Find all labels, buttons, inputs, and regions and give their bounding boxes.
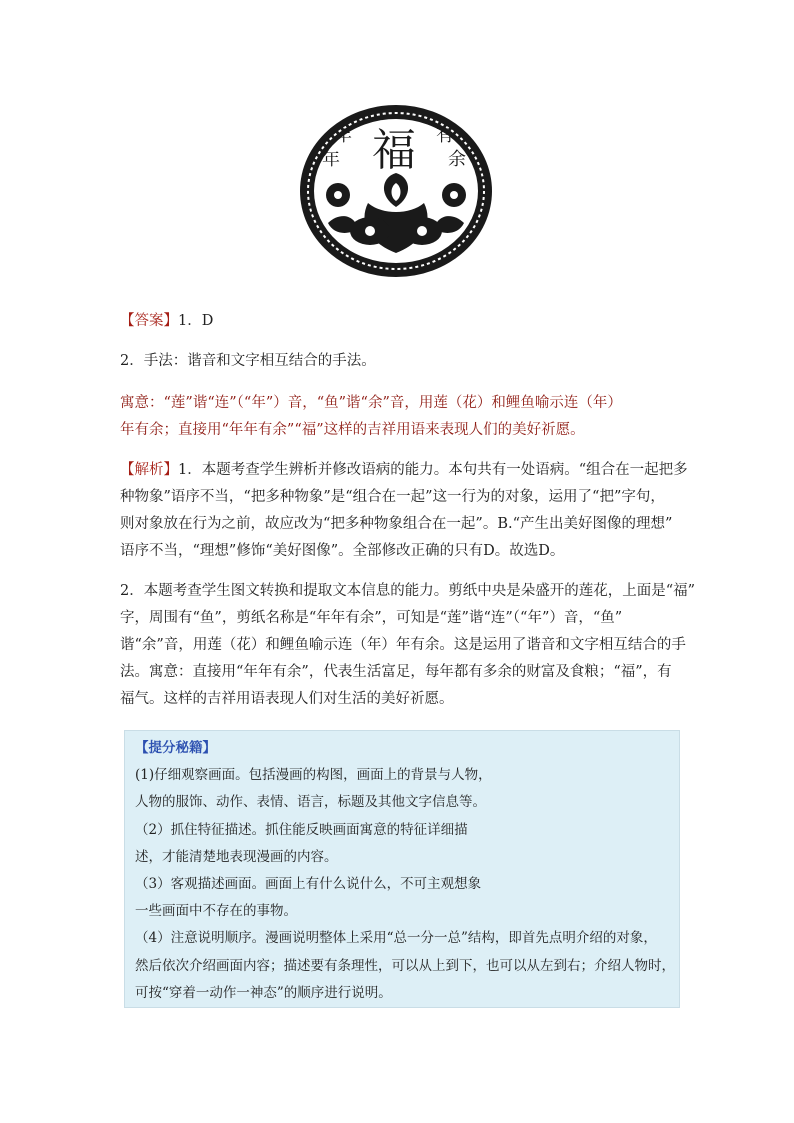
tips-line: （3）客观描述画面。画面上有什么说什么，不可主观想象 xyxy=(135,876,482,893)
tips-line: （2）抓住特征描述。抓住能反映画面寓意的特征详细描 xyxy=(135,821,468,838)
analysis-line: 则对象放在行为之前，故应改为“把多种物象组合在一起”。B.“产生出美好图像的理想” xyxy=(120,516,673,532)
answer-meaning xyxy=(120,390,690,444)
answer-meaning-line: 年有余；直接用“年年有余”“福”这样的吉祥用语来表现人们的美好祈愿。 xyxy=(120,422,585,438)
tips-title: 【提分秘籍】 xyxy=(135,740,216,756)
analysis-para-2 xyxy=(120,578,696,713)
analysis-line: 法。寓意：直接用“年年有余”，代表生活富足，每年都有多余的财富及食粮；“福”，有 xyxy=(120,664,672,680)
analysis-label: 【解析】 xyxy=(120,462,178,478)
analysis-para-1 xyxy=(120,457,690,565)
tips-line: （4）注意说明顺序。漫画说明整体上采用“总一分一总”结构，即首先点明介绍的对象， xyxy=(135,930,657,947)
papercut-char-you: 有 xyxy=(436,125,454,146)
tips-box xyxy=(124,730,680,1008)
analysis-line: 2．本题考查学生图文转换和提取文本信息的能力。剪纸中央是朵盛开的莲花，上面是“福” xyxy=(120,583,696,599)
tips-line: 然后依次介绍画面内容；描述要有条理性，可以从上到下，也可以从左到右；介绍人物时， xyxy=(135,957,675,974)
papercut-char-fu: 福 xyxy=(372,125,416,176)
analysis-line: 谐“余”音，用莲（花）和鲤鱼喻示连（年）年有余。这是运用了谐音和文字相互结合的手 xyxy=(120,637,686,653)
analysis-line: 福气。这样的吉祥用语表现人们对生活的美好祈愿。 xyxy=(120,691,454,707)
answer-meaning-line: 寓意：“莲”谐“连”（“年”）音，“鱼”谐“余”音，用莲（花）和鲤鱼喻示连（年） xyxy=(120,395,622,411)
answer-label: 【答案】 xyxy=(120,313,178,329)
answer-line-1 xyxy=(120,308,690,335)
papercut-char-nian2: 年 xyxy=(322,149,340,170)
analysis-line: 语序不当，“理想”修饰“美好图像”。全部修改正确的只有D。故选D。 xyxy=(120,543,565,559)
papercut-char-yu: 余 xyxy=(448,149,466,170)
tips-line: (1)仔细观察画面。包括漫画的构图，画面上的背景与人物， xyxy=(135,767,492,784)
analysis-line: 种物象”语序不当，“把多种物象”是“组合在一起”这一行为的对象，运用了“把”字句， xyxy=(120,489,665,505)
tips-line: 一些画面中不存在的事物。 xyxy=(135,903,297,920)
answer-line-2: 2．手法：谐音和文字相互结合的手法。 xyxy=(120,353,376,369)
answer-choice: 1．D xyxy=(178,313,214,329)
tips-line: 述，才能清楚地表现漫画的内容。 xyxy=(135,848,338,865)
papercut-image xyxy=(298,103,494,279)
analysis-line: 字，周围有“鱼”，剪纸名称是“年年有余”，可知是“莲”谐“连”（“年”）音，“鱼” xyxy=(120,610,623,626)
tips-line: 可按“穿着一动作一神态”的顺序进行说明。 xyxy=(135,984,392,1001)
papercut-char-nian1: 年 xyxy=(334,125,352,146)
tips-line: 人物的服饰、动作、表情、语言，标题及其他文字信息等。 xyxy=(135,794,486,811)
analysis-line: 1．本题考查学生辨析并修改语病的能力。本句共有一处语病。“组合在一起把多 xyxy=(178,462,688,478)
